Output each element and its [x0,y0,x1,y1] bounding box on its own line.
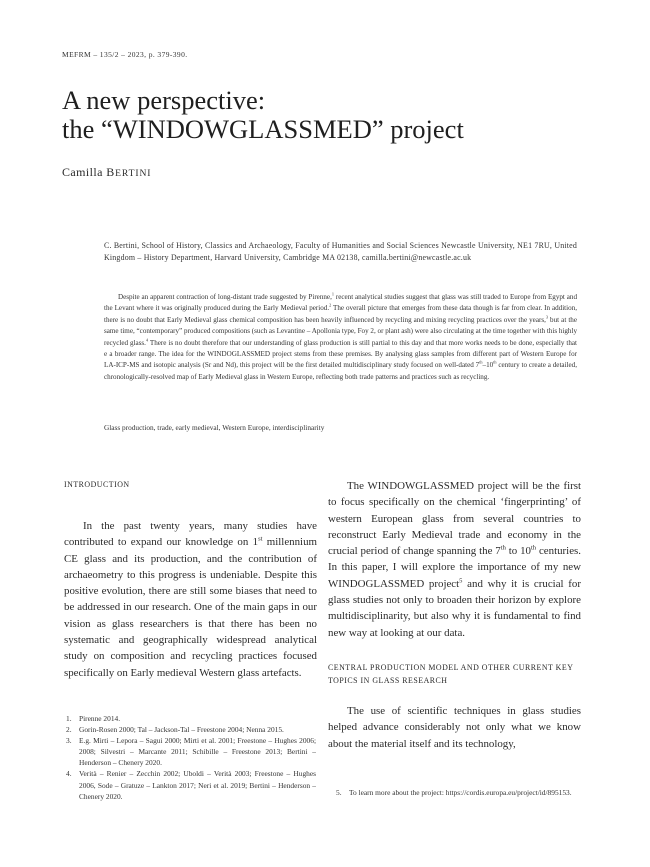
abstract-text: The overall picture that emerges from these data though is far from clear. In addition, there is no doubt that Early Medieval glass chemical composition has been heavily influenced by recycling and mixing recycling practices over the years, [104,304,577,324]
author-first-name: Camilla [62,165,107,179]
footnote-number: 1. [66,714,72,723]
footnote-ref: 4 [145,337,149,343]
abstract-text: century to create a detailed, chronologically-resolved map of Early Medieval glass in Western Europe, reflecting both trade patterns and practices such as recycling. [104,361,577,381]
ordinal-sup: th [479,360,483,366]
journal-citation: MEFRM – 135/2 – 2023, p. 379-390. [62,50,188,59]
footnote-text: To learn more about the project: https://cordis.europa.eu/project/id/895153. [349,788,572,797]
footnote-text: Gorin-Rosen 2000; Tal – Jackson-Tal – Freestone 2004; Nenna 2015. [79,725,284,735]
paragraph-text: The WINDOWGLASSMED project will be the first to focus specifically on the chemical ‘fingerprinting’ of western European glass from several countries to reconstruct Early Medieval trade and economy in the crucial period of change spanning the 7 [328,480,581,558]
author-last-name: BERTINI [106,165,152,179]
section-heading-central-production: CENTRAL PRODUCTION MODEL AND OTHER CURRENT KEY TOPICS IN GLASS RESEARCH [328,662,574,685]
ordinal-sup: th [500,544,506,552]
ordinal-sup: th [530,544,537,552]
footnote [66,735,316,768]
ordinal-sup: th [493,360,497,366]
title-line-2: the “WINDOWGLASSMED” project [62,114,464,144]
footnote-ref: 3 [545,314,549,320]
footnote-text: E.g. Mirti – Lepora – Sagui 2000; Mirti et al. 2001; Freestone – Hughes 2006; 2008; Silvestri – Marcante 2011; Schibille – Freestone 2013; Bertini – Henderson – Chenery 2020. [79,736,316,768]
footnote-ref: 2 [329,303,332,309]
footnote [66,713,316,724]
ordinal-sup: st [258,535,263,543]
footnotes-right [336,787,579,798]
footnote-ref: 5 [459,577,463,585]
footnote [66,768,316,801]
article-title [62,86,602,144]
paragraph-text: millennium CE glass and its production, and the contribution of archaeometry to this progress is undeniable. Despite this positive evolution, there are still some biases that need to be addressed in our research. One of the main gaps in our vision as glass researchers is that there has been no systematic and geographically widespread analytical study on composition and recycling practices focused specifically on Early medieval Western glass artefacts. [64,536,317,679]
paragraph-text: In the past twenty years, many studies have contributed to expand our knowledge on 1 [64,520,317,549]
title-line-1: A new perspective: [62,85,266,115]
abstract-text: recent analytical studies suggest that glass was still traded to Europe from Egypt and the Levant where it was originally produced during the Early Medieval period. [104,293,577,313]
footnote [336,787,579,798]
footnote-text: Verità – Renier – Zecchin 2002; Uboldi – Verità 2003; Freestone – Hughes 2006, Sode – Gratuze – Lankton 2017; Neri et al. 2019; Bertini – Henderson – Chenery 2020. [79,769,316,801]
project-paragraph [328,478,581,641]
paragraph-text: and why it is crucial for glass studies not only to broaden their horizon by explore multidisciplinarity, but also why it is fundamental to find new way at looking at our data. [328,577,581,639]
footnotes-left [66,713,316,802]
author-name [62,165,151,180]
author-affiliation: C. Bertini, School of History, Classics and Archaeology, Faculty of Humanities and Social Sciences Newcastle University, NE1 7RU, United Kingdom – History Department, Harvard University, Cambridge MA 02138, camilla.bertini@newcastle.ac.uk [104,241,577,262]
abstract [104,292,577,383]
keywords: Glass production, trade, early medieval, Western Europe, interdisciplinarity [104,423,325,432]
paragraph-text: centuries. In this paper, I will explore the importance of my new WINDOGLASSMED project [328,545,581,590]
abstract-text: There is no doubt therefore that our understanding of glass production is still partial to this day and that more works needs to be done, especially that e a broader range. The idea for the WINDOGLASSMED project stems from these premises. By analysing glass samples from different part of Western Europe for LA-ICP-MS and isotopic analysis (Sr and Nd), this project will be the first detailed multidisciplinary study focused on well-dated 7 [104,338,577,370]
left-column [64,478,317,681]
techniques-paragraph: The use of scientific techniques in glass studies helped advance considerably not only what we know about the material itself and its technology, [328,704,581,750]
footnote-ref: 1 [331,291,334,297]
paragraph-text: to 10 [505,545,531,558]
intro-paragraph [64,518,317,681]
right-column [328,478,581,752]
footnote-number: 4. [66,769,72,779]
section-heading-introduction: INTRODUCTION [64,480,130,489]
abstract-text: but at the same time, “contemporary” produced compositions (such as Levantine – Apollonia type, Foy 2, or plant ash) were also circulating at the time together with this highly recycled glass. [104,315,577,347]
footnote-text: Pirenne 2014. [79,714,121,723]
footnote-number: 2. [66,725,72,735]
abstract-text: –10 [482,361,494,370]
footnote [66,724,316,735]
footnote-number: 3. [66,736,72,746]
abstract-text: Despite an apparent contraction of long-distant trade suggested by Pirenne, [118,293,332,301]
footnote-number: 5. [336,788,342,797]
